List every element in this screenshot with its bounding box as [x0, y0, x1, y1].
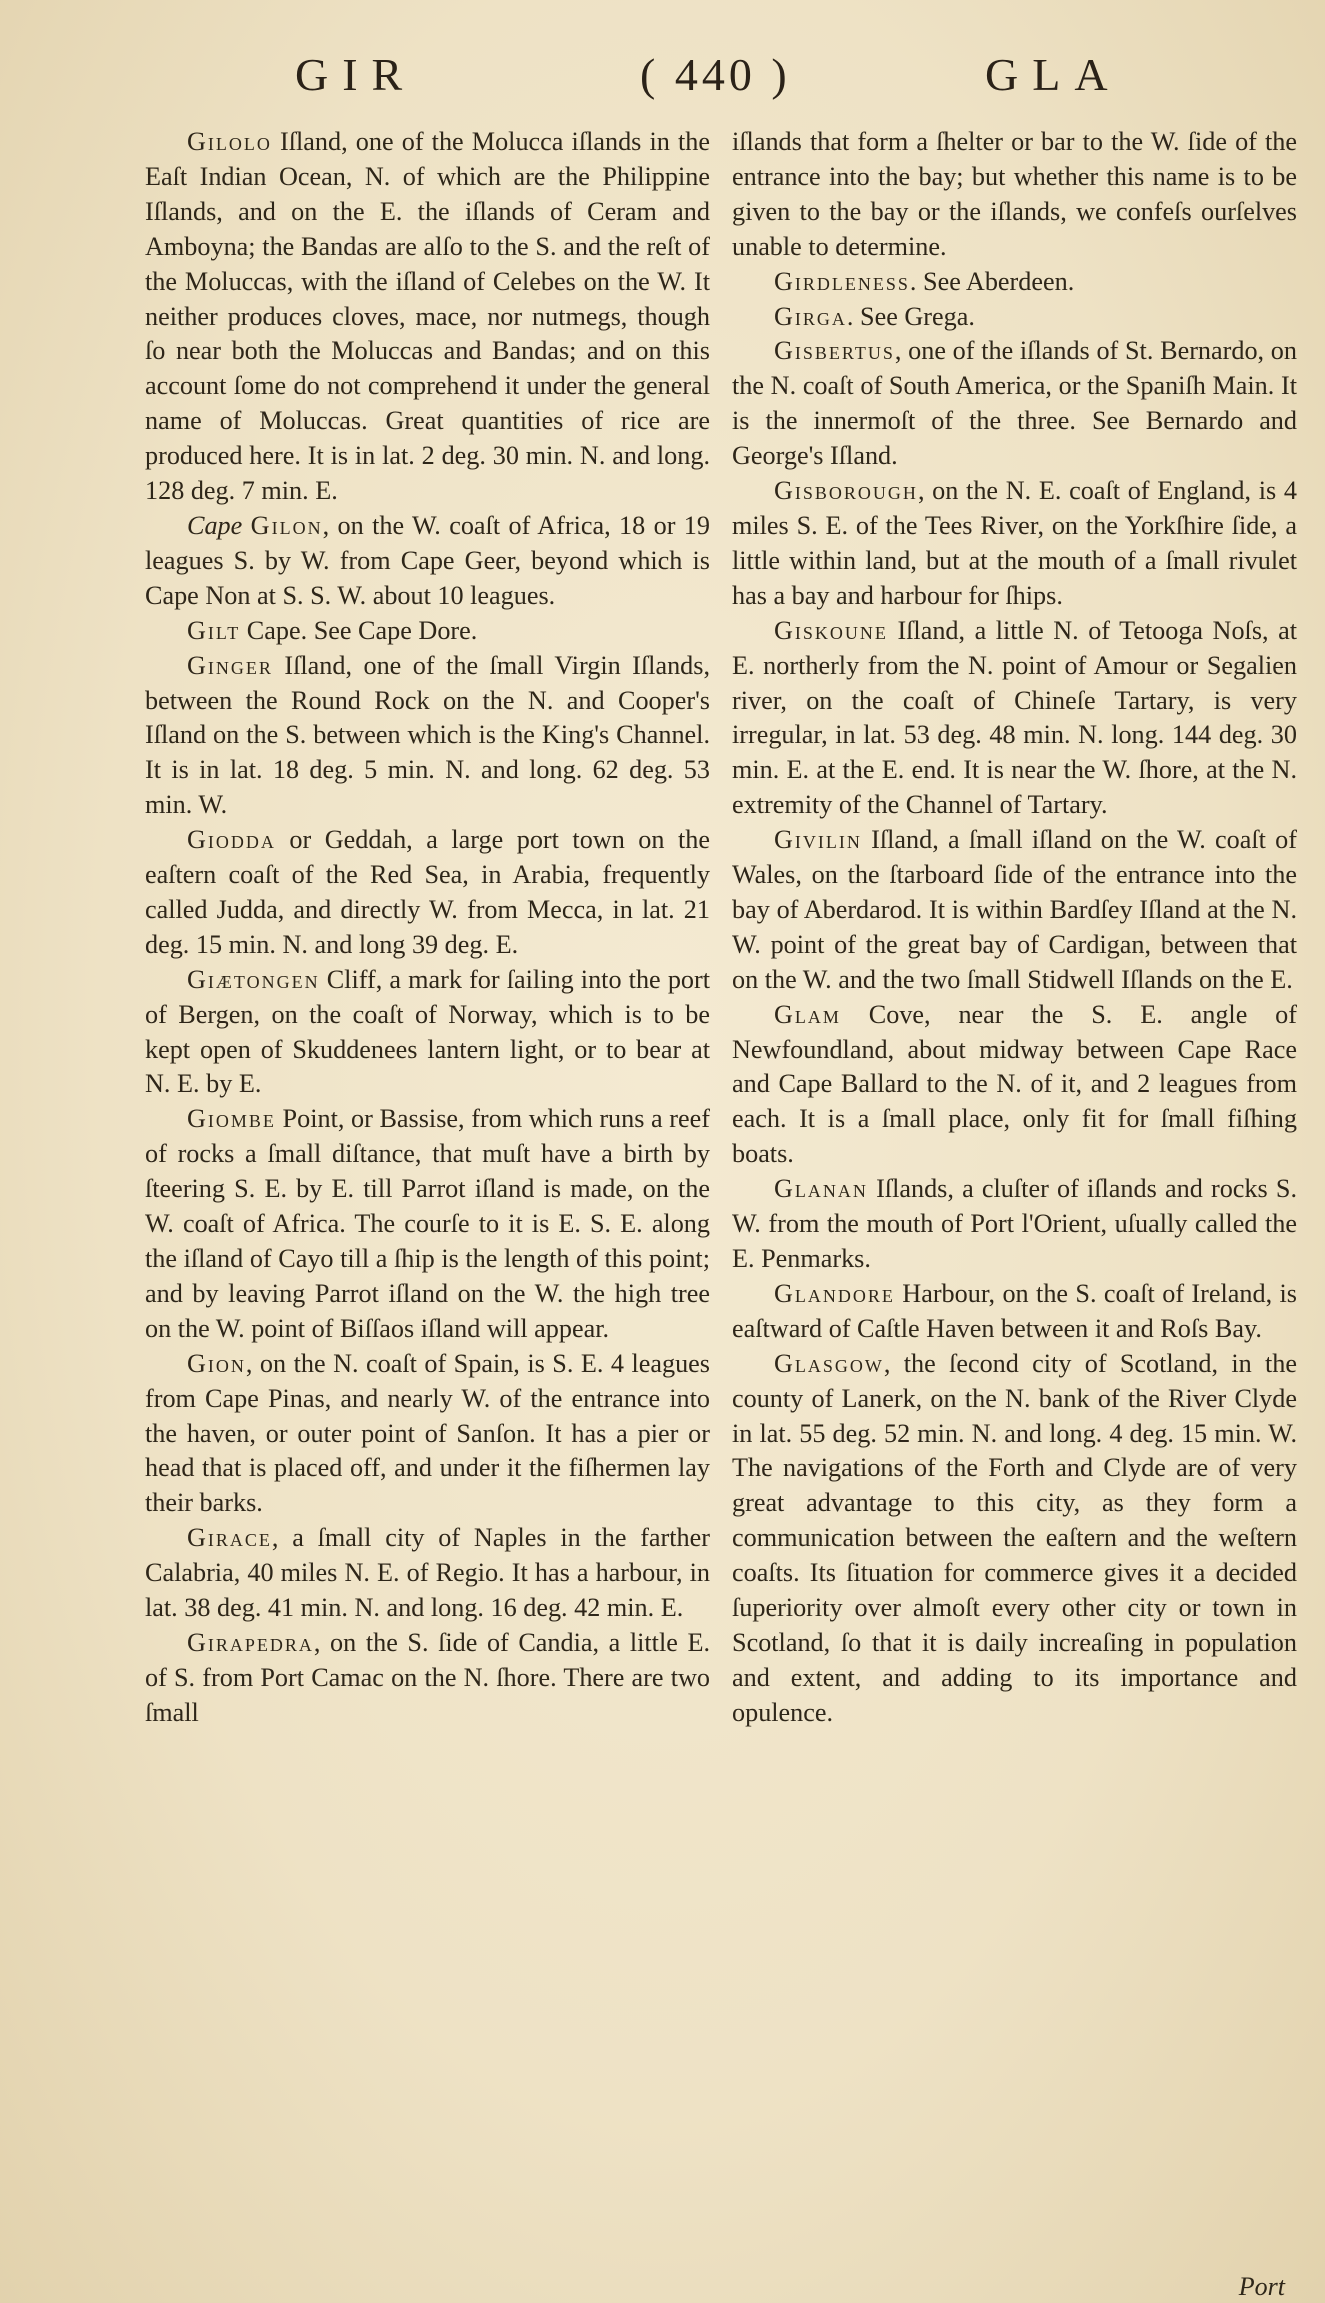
entry-text: , on the S. ſide of Candia, a little E. of S. from Port Camac on the N. ſhore. There are two ſmall	[145, 1627, 710, 1727]
entry-headword: Glanan	[774, 1174, 868, 1204]
entry-text: . See Grega.	[846, 301, 975, 331]
entry-text: Harbour, on the S. coaſt of Ireland, is eaſtward of Caſtle Haven between it and Roſs Bay.	[732, 1278, 1297, 1343]
entry-headword: Gilon	[250, 510, 323, 540]
entry-text: Cove, near the S. E. angle of Newfoundland, about midway between Cape Race and Cape Ballard to the N. of it, and 2 leagues from each. It is a ſmall place, only fit for ſmall fiſhing boats.	[732, 999, 1297, 1169]
entry-text: Iſland, a little N. of Tetooga Noſs, at E. northerly from the N. point of Amour or Segalien river, on the coaſt of Chineſe Tartary, is very irregular, in lat. 53 deg. 48 min. N. long. 144 deg. 30 min. E. at the E. end. It is near the W. ſhore, at the N. extremity of the Channel of Tartary.	[732, 615, 1297, 820]
entry-headword: Gisborough	[774, 476, 918, 506]
entry-headword: Giodda	[187, 825, 276, 855]
entry-headword: Gisbertus	[774, 336, 895, 366]
entry	[145, 963, 710, 1103]
entry-headword: Girga	[774, 301, 847, 331]
entry	[145, 1626, 710, 1731]
entry-headword: Girapedra	[187, 1627, 314, 1657]
entry-text: Iſland, one of the Molucca iſlands in the Eaſt Indian Ocean, N. of which are the Philippine Iſlands, and on the E. the iſlands of Ceram and Amboyna; the Bandas are alſo to the S. and the reſt of the Moluccas, with the iſland of Celebes on the W. It neither produces cloves, mace, nor nutmegs, though ſo near both the Moluccas and Bandas; and on this account ſome do not comprehend it under the general name of Moluccas. Great quantities of rice are produced here. It is in lat. 2 deg. 30 min. N. and long. 128 deg. 7 min. E.	[145, 127, 710, 506]
entry-text: Cape. See Cape Dore.	[240, 615, 478, 645]
entry-text: Iſland, one of the ſmall Virgin Iſlands, between the Round Rock on the N. and Cooper's Iſland on the S. between which is the King's Channel. It is in lat. 18 deg. 5 min. N. and long. 62 deg. 53 min. W.	[145, 650, 710, 820]
entry-headword: Gilolo	[187, 127, 272, 156]
entry	[732, 1277, 1297, 1347]
entry-headword: Giombe	[187, 1104, 276, 1134]
entry-text: or Geddah, a large port town on the eaſtern coaſt of the Red Sea, in Arabia, frequently called Judda, and directly W. from Mecca, in lat. 21 deg. 15 min. N. and long 39 deg. E.	[145, 825, 710, 959]
entry-headword: Glam	[774, 999, 841, 1029]
entry-headword: Gilt	[187, 615, 241, 645]
left-column	[145, 125, 710, 1731]
entry	[732, 1347, 1297, 1731]
entry	[732, 998, 1297, 1173]
entry-text: , the ſecond city of Scotland, in the county of Lanerk, on the N. bank of the River Clyde in lat. 55 deg. 52 min. N. and long. 4 deg. 15 min. W. The navigations of the Forth and Clyde are of very great advantage to this city, as they form a communication between the eaſtern and the weſtern coaſts. Its ſituation for commerce gives it a decided ſuperiority over almoſt every other city or town in Scotland, ſo that it is daily increaſing in population and extent, and adding to its importance and opulence.	[732, 1348, 1297, 1727]
entry-headword: Givilin	[774, 825, 862, 855]
entry-text: , a ſmall city of Naples in the farther Calabria, 40 miles N. E. of Regio. It has a harbour, in lat. 38 deg. 41 min. N. and long. 16 deg. 42 min. E.	[145, 1523, 710, 1623]
entry-prefix: Cape	[187, 510, 251, 540]
entry	[732, 823, 1297, 998]
entry	[145, 125, 710, 509]
entry-text: Cliff, a mark for ſailing into the port of Bergen, on the coaſt of Norway, which is to be kept open of Skuddenees lantern light, or to bear at N. E. by E.	[145, 964, 710, 1099]
entry	[145, 1521, 710, 1626]
header-left: GIR	[295, 49, 417, 100]
entry-headword: Glandore	[774, 1278, 895, 1308]
entry	[145, 614, 710, 649]
entry-text: , on the N. E. coaſt of England, is 4 miles S. E. of the Tees River, on the Yorkſhire ſide, a little within land, but at the mouth of a ſmall rivulet has a bay and harbour for ſhips.	[732, 476, 1297, 610]
entry	[145, 823, 710, 963]
entry	[732, 265, 1297, 300]
entry-text: iſlands that form a ſhelter or bar to the W. ſide of the entrance into the bay; but whether this name is to be given to the bay or the iſlands, we confeſs ourſelves unable to determine.	[732, 127, 1297, 261]
entry-headword: Gion	[187, 1348, 246, 1378]
entry-text: . See Aberdeen.	[909, 266, 1075, 296]
entry	[732, 334, 1297, 474]
entry-text: Iſland, a ſmall iſland on the W. coaſt of Wales, on the ſtarboard ſide of the entrance into the bay of Aberdarod. It is within Bardſey Iſland at the N. W. point of the great bay of Cardigan, between that on the W. and the two ſmall Stidwell Iſlands on the E.	[732, 825, 1297, 994]
entry	[732, 614, 1297, 823]
entry	[145, 1347, 710, 1522]
right-column	[732, 125, 1297, 1731]
entry-text: Iſlands, a cluſter of iſlands and rocks S. W. from the mouth of Port l'Orient, uſually called the E. Penmarks.	[732, 1174, 1297, 1273]
entry-headword: Ginger	[187, 650, 273, 680]
entry-text: , on the W. coaſt of Africa, 18 or 19 leagues S. by W. from Cape Geer, beyond which is Cape Non at S. S. W. about 10 leagues.	[145, 510, 710, 610]
entry-text: Point, or Bassise, from which runs a reef of rocks a ſmall diſtance, that muſt have a birth by ſteering S. E. by E. till Parrot iſland is made, on the W. coaſt of Africa. The courſe to it is E. S. E. along the iſland of Cayo till a ſhip is the length of this point; and by leaving Parrot iſland on the W. the high tree on the W. point of Biſſaos iſland will appear.	[145, 1104, 710, 1343]
entry-text: , on the N. coaſt of Spain, is S. E. 4 leagues from Cape Pinas, and nearly W. of the entrance into the haven, or outer point of Sanſon. It has a pier or head that is placed off, and under it the fiſhermen lay their barks.	[145, 1348, 710, 1518]
entry-headword: Giætongen	[187, 964, 320, 994]
entry	[145, 509, 710, 614]
entry-headword: Glasgow	[774, 1348, 884, 1378]
entry-headword: Girace	[187, 1523, 272, 1553]
catchword: Port	[1238, 2272, 1285, 2301]
entry	[732, 474, 1297, 614]
entry-continuation	[732, 125, 1297, 265]
entry-text: , one of the iſlands of St. Bernardo, on the N. coaſt of South America, or the Spaniſh Main. It is the innermoſt of the three. See Bernardo and George's Iſland.	[732, 336, 1297, 471]
entry-headword: Giskoune	[774, 615, 888, 645]
entry	[145, 649, 710, 824]
entry	[732, 1172, 1297, 1277]
entry	[732, 300, 1297, 335]
header-right: GLA	[985, 49, 1122, 100]
entry	[145, 1102, 710, 1346]
entry-headword: Girdleness	[774, 266, 910, 296]
running-header	[0, 48, 1325, 128]
page-number: ( 440 )	[640, 49, 791, 100]
